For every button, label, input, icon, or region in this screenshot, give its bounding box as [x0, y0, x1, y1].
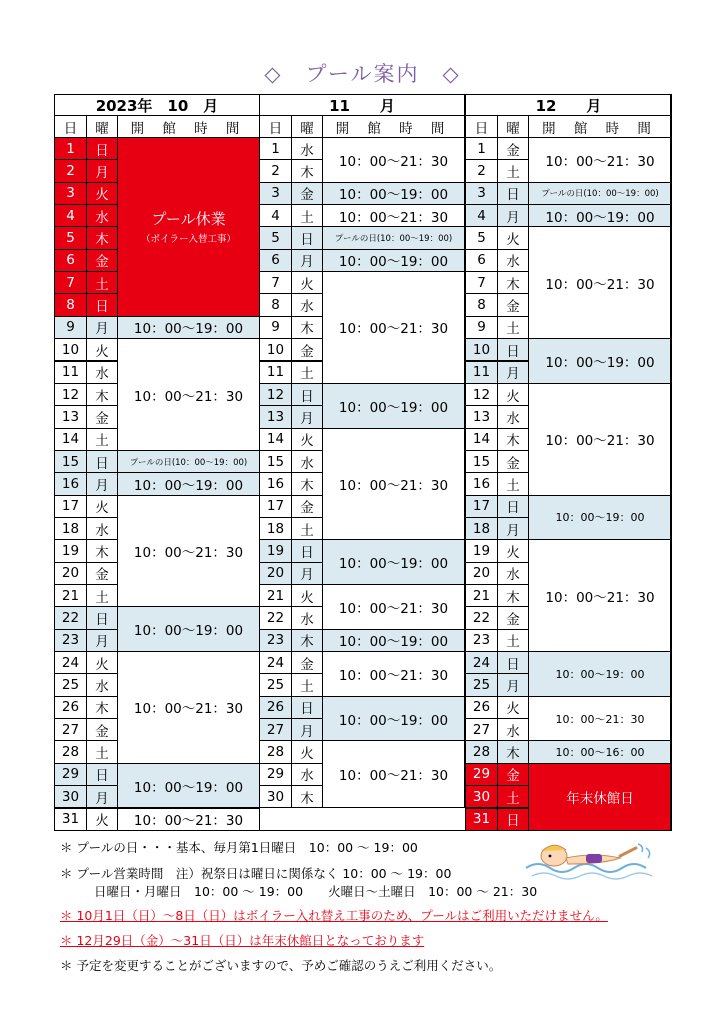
day-number: 28	[54, 740, 87, 763]
weekday: 木	[291, 159, 323, 182]
weekday: 金	[497, 137, 529, 160]
day-number: 29	[465, 763, 498, 786]
weekday: 金	[86, 562, 118, 585]
opening-hours: 10：00～19：00	[322, 629, 465, 652]
weekday: 火	[497, 383, 529, 406]
opening-hours: 年末休館日	[528, 763, 672, 831]
weekday: 月	[86, 316, 118, 339]
day-number: 27	[259, 718, 292, 741]
day-number: 4	[259, 204, 292, 227]
day-number: 11	[465, 361, 498, 384]
weekday: 日	[497, 651, 529, 674]
weekday: 木	[497, 740, 529, 763]
weekday: 水	[291, 293, 323, 316]
day-number: 29	[259, 763, 292, 786]
weekday: 土	[497, 785, 529, 808]
weekday: 日	[291, 696, 323, 719]
day-number: 13	[54, 405, 87, 428]
column-header-day: 日	[54, 115, 87, 138]
day-number: 23	[259, 629, 292, 652]
day-number: 20	[465, 562, 498, 585]
column-header-weekday: 曜	[497, 115, 529, 138]
weekday: 火	[497, 226, 529, 249]
closure-notice	[117, 137, 260, 317]
weekday: 木	[86, 383, 118, 406]
opening-hours: 10：00～19：00	[322, 696, 465, 742]
weekday: 日	[291, 539, 323, 562]
day-number: 29	[54, 763, 87, 786]
weekday: 水	[86, 673, 118, 696]
weekday: 日	[86, 763, 118, 786]
opening-hours: 10：00～19：00	[322, 182, 465, 205]
weekday: 日	[86, 606, 118, 629]
weekday: 日	[497, 338, 529, 361]
day-number: 9	[465, 316, 498, 339]
day-number: 22	[259, 606, 292, 629]
closure-title: プール休業	[151, 210, 226, 229]
weekday: 月	[86, 785, 118, 808]
day-number: 26	[465, 696, 498, 719]
day-number: 9	[54, 316, 87, 339]
weekday: 水	[86, 361, 118, 384]
column-header-hours: 開 館 時 間	[117, 115, 260, 138]
weekday: 日	[497, 808, 529, 831]
opening-hours: 10：00～19：00	[117, 472, 260, 495]
weekday: 月	[497, 673, 529, 696]
weekday: 土	[497, 159, 529, 182]
day-number: 8	[465, 293, 498, 316]
opening-hours: プールの日(10：00～19：00)	[528, 182, 672, 205]
weekday: 木	[497, 271, 529, 294]
day-number: 16	[54, 472, 87, 495]
weekday: 金	[291, 338, 323, 361]
day-number: 1	[54, 137, 87, 160]
day-number: 14	[259, 428, 292, 451]
day-number: 4	[465, 204, 498, 227]
day-number: 6	[465, 249, 498, 272]
weekday: 火	[86, 338, 118, 361]
day-number: 24	[465, 651, 498, 674]
day-number: 1	[465, 137, 498, 160]
weekday: 金	[497, 606, 529, 629]
note-schedule-change: ＊ 予定を変更することがございますので、予めご確認のうえご利用ください。	[60, 958, 502, 973]
day-number: 31	[465, 808, 498, 831]
opening-hours: 10：00～21：30	[117, 651, 260, 764]
day-number: 23	[465, 629, 498, 652]
note-year-end-closure: ＊ 12月29日（金）～31日（日）は年末休館日となっております	[60, 933, 425, 948]
day-number: 12	[54, 383, 87, 406]
weekday: 金	[497, 763, 529, 786]
day-number: 24	[54, 651, 87, 674]
day-number: 21	[465, 584, 498, 607]
day-number: 30	[259, 785, 292, 808]
day-number: 5	[465, 226, 498, 249]
weekday: 木	[291, 472, 323, 495]
weekday: 水	[497, 562, 529, 585]
day-number: 2	[465, 159, 498, 182]
day-number: 17	[465, 495, 498, 518]
day-number: 20	[259, 562, 292, 585]
weekday: 土	[86, 584, 118, 607]
opening-hours: 10：00～19：00	[528, 651, 672, 697]
opening-hours: 10：00～21：30	[322, 740, 465, 808]
day-number: 28	[465, 740, 498, 763]
day-number: 24	[259, 651, 292, 674]
day-number: 15	[54, 450, 87, 473]
day-number: 9	[259, 316, 292, 339]
weekday: 土	[291, 517, 323, 540]
column-header-hours: 開 館 時 間	[528, 115, 672, 138]
column-header-day: 日	[259, 115, 292, 138]
day-number: 5	[259, 226, 292, 249]
day-number: 16	[259, 472, 292, 495]
opening-hours: 10：00～21：30	[528, 226, 672, 339]
day-number: 18	[259, 517, 292, 540]
weekday: 水	[291, 137, 323, 160]
day-number: 26	[259, 696, 292, 719]
day-number: 11	[54, 361, 87, 384]
weekday: 月	[497, 517, 529, 540]
opening-hours: 10：00～21：30	[117, 495, 260, 608]
opening-hours: 10：00～21：30	[528, 383, 672, 496]
weekday: 木	[291, 785, 323, 808]
day-number: 3	[54, 182, 87, 205]
day-number: 17	[259, 495, 292, 518]
weekday: 木	[291, 629, 323, 652]
closure-reason: （ボイラー入替工事）	[140, 234, 236, 246]
opening-hours: 10：00～19：00	[322, 249, 465, 272]
day-number: 30	[54, 785, 87, 808]
weekday: 土	[497, 472, 529, 495]
weekday: 水	[497, 405, 529, 428]
opening-hours: プールの日(10：00～19：00)	[117, 450, 260, 473]
weekday: 日	[291, 383, 323, 406]
weekday: 水	[86, 204, 118, 227]
swimmer-illustration	[524, 838, 658, 884]
opening-hours: 10：00～21：30	[528, 137, 672, 183]
day-number: 25	[54, 673, 87, 696]
weekday: 火	[291, 428, 323, 451]
day-number: 16	[465, 472, 498, 495]
opening-hours: 10：00～21：30	[322, 204, 465, 227]
day-number: 26	[54, 696, 87, 719]
weekday: 金	[291, 495, 323, 518]
day-number: 6	[54, 249, 87, 272]
day-number: 25	[259, 673, 292, 696]
day-number: 11	[259, 361, 292, 384]
weekday: 土	[291, 361, 323, 384]
opening-hours: 10：00～19：00	[117, 316, 260, 339]
day-number: 4	[54, 204, 87, 227]
weekday: 日	[497, 495, 529, 518]
day-number: 8	[54, 293, 87, 316]
day-number: 21	[54, 584, 87, 607]
weekday: 日	[86, 293, 118, 316]
weekday: 月	[291, 718, 323, 741]
day-number: 7	[465, 271, 498, 294]
day-number: 18	[54, 517, 87, 540]
day-number: 27	[465, 718, 498, 741]
weekday: 火	[86, 808, 118, 831]
note-pool-day: ＊ プールの日・・・基本、毎月第1日曜日 10：00 ～ 19：00	[60, 840, 418, 855]
column-header-weekday: 曜	[86, 115, 118, 138]
opening-hours: 10：00～19：00	[117, 606, 260, 652]
day-number: 13	[259, 405, 292, 428]
column-header-day: 日	[465, 115, 498, 138]
day-number: 13	[465, 405, 498, 428]
weekday: 金	[86, 718, 118, 741]
day-number: 23	[54, 629, 87, 652]
weekday: 土	[497, 316, 529, 339]
opening-hours: 10：00～19：00	[117, 763, 260, 809]
month-header: 2023年 10 月	[54, 94, 260, 116]
weekday: 火	[86, 495, 118, 518]
day-number: 3	[259, 182, 292, 205]
weekday: 火	[291, 740, 323, 763]
opening-hours: 10：00～21：30	[117, 338, 260, 451]
weekday: 金	[86, 249, 118, 272]
opening-hours: 10：00～21：30	[117, 808, 260, 831]
opening-hours: 10：00～21：30	[322, 271, 465, 384]
weekday: 木	[497, 428, 529, 451]
weekday: 土	[86, 740, 118, 763]
month-header: 11 月	[259, 94, 465, 116]
day-number: 10	[259, 338, 292, 361]
weekday: 月	[291, 405, 323, 428]
day-number: 7	[259, 271, 292, 294]
weekday: 日	[497, 182, 529, 205]
opening-hours: 10：00～21：30	[322, 651, 465, 697]
column-header-hours: 開 館 時 間	[322, 115, 465, 138]
weekday: 月	[291, 562, 323, 585]
weekday: 水	[86, 517, 118, 540]
day-number: 31	[54, 808, 87, 831]
note-boiler-closure: ＊ 10月1日（日）～8日（日）はボイラー入れ替え工事のため、プールはご利用いただけません。	[60, 908, 608, 923]
day-number: 14	[465, 428, 498, 451]
month-header: 12 月	[465, 94, 672, 116]
weekday: 木	[291, 316, 323, 339]
opening-hours: プールの日(10：00～19：00)	[322, 226, 465, 249]
weekday: 金	[86, 405, 118, 428]
weekday: 月	[291, 249, 323, 272]
weekday: 土	[291, 204, 323, 227]
day-number: 22	[465, 606, 498, 629]
day-number: 7	[54, 271, 87, 294]
note-hours-holidays: ＊ プール営業時間 注）祝祭日は曜日に関係なく 10：00 ～ 19：00	[60, 866, 452, 881]
weekday: 金	[497, 450, 529, 473]
day-number: 28	[259, 740, 292, 763]
day-number: 30	[465, 785, 498, 808]
day-number: 6	[259, 249, 292, 272]
weekday: 木	[497, 584, 529, 607]
weekday: 土	[86, 428, 118, 451]
day-number: 15	[259, 450, 292, 473]
weekday: 水	[291, 450, 323, 473]
weekday: 金	[291, 651, 323, 674]
opening-hours: 10：00～21：30	[322, 584, 465, 630]
day-number: 8	[259, 293, 292, 316]
opening-hours: 10：00～21：30	[528, 696, 672, 742]
weekday: 月	[86, 159, 118, 182]
day-number: 12	[465, 383, 498, 406]
day-number: 21	[259, 584, 292, 607]
opening-hours: 10：00～21：30	[322, 137, 465, 183]
weekday: 火	[86, 182, 118, 205]
weekday: 土	[291, 673, 323, 696]
day-number: 15	[465, 450, 498, 473]
weekday: 水	[497, 249, 529, 272]
weekday: 火	[497, 539, 529, 562]
day-number: 18	[465, 517, 498, 540]
day-number: 2	[259, 159, 292, 182]
weekday: 日	[291, 226, 323, 249]
weekday: 水	[291, 606, 323, 629]
weekday: 金	[291, 182, 323, 205]
weekday: 木	[86, 696, 118, 719]
opening-hours: 10：00～21：30	[322, 428, 465, 541]
weekday: 月	[86, 629, 118, 652]
pool-schedule-table	[54, 94, 670, 830]
weekday: 火	[86, 651, 118, 674]
day-number: 10	[465, 338, 498, 361]
weekday: 水	[497, 718, 529, 741]
day-number: 27	[54, 718, 87, 741]
opening-hours: 10：00～19：00	[528, 338, 672, 384]
day-number: 17	[54, 495, 87, 518]
note-hours-weekdays: 日曜日・月曜日 10：00 ～ 19：00 火曜日～土曜日 10：00 ～ 21：30	[94, 884, 538, 899]
day-number: 22	[54, 606, 87, 629]
opening-hours: 10：00～19：00	[322, 539, 465, 585]
day-number: 20	[54, 562, 87, 585]
opening-hours: 10：00～19：00	[528, 495, 672, 541]
weekday: 木	[86, 539, 118, 562]
day-number: 25	[465, 673, 498, 696]
day-number: 12	[259, 383, 292, 406]
weekday: 火	[291, 584, 323, 607]
day-number: 19	[259, 539, 292, 562]
opening-hours: 10：00～16：00	[528, 740, 672, 763]
day-number: 14	[54, 428, 87, 451]
weekday: 水	[291, 763, 323, 786]
weekday: 日	[86, 450, 118, 473]
day-number: 19	[54, 539, 87, 562]
day-number: 10	[54, 338, 87, 361]
weekday: 日	[86, 137, 118, 160]
day-number: 19	[465, 539, 498, 562]
day-number: 5	[54, 226, 87, 249]
weekday: 土	[86, 271, 118, 294]
weekday: 月	[497, 204, 529, 227]
column-header-weekday: 曜	[291, 115, 323, 138]
weekday: 火	[291, 271, 323, 294]
day-number: 3	[465, 182, 498, 205]
opening-hours: 10：00～21：30	[528, 539, 672, 652]
page-title: ◇ プール案内 ◇	[264, 62, 461, 86]
weekday: 月	[497, 361, 529, 384]
weekday: 土	[497, 629, 529, 652]
weekday: 月	[86, 472, 118, 495]
weekday: 火	[497, 696, 529, 719]
weekday: 金	[497, 293, 529, 316]
opening-hours: 10：00～19：00	[528, 204, 672, 227]
day-number: 2	[54, 159, 87, 182]
weekday: 木	[86, 226, 118, 249]
day-number: 1	[259, 137, 292, 160]
opening-hours: 10：00～19：00	[322, 383, 465, 429]
